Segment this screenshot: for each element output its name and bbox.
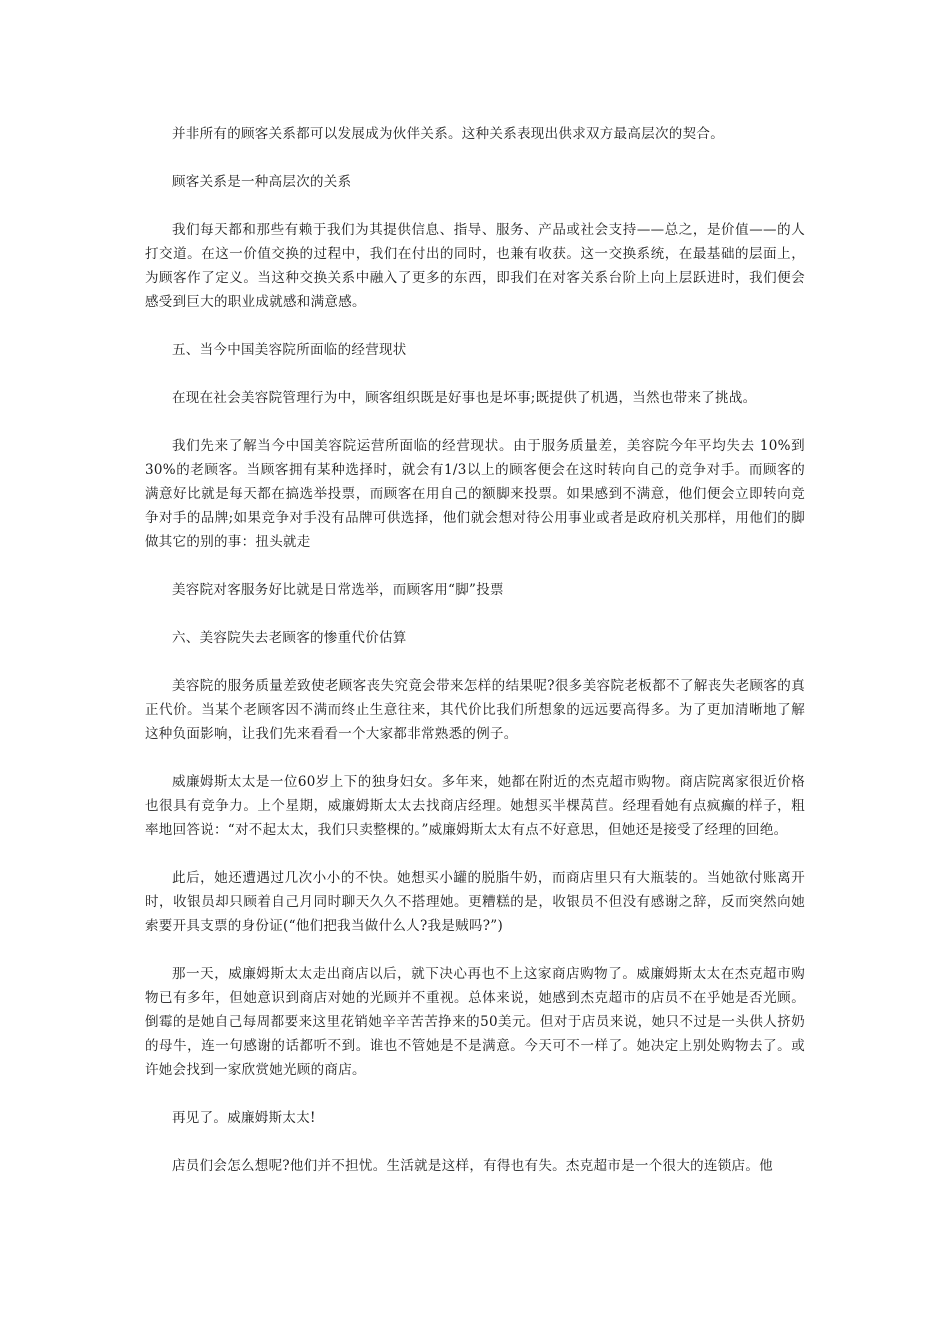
- document-body: [145, 122, 805, 1202]
- paragraph-staff-reaction: 店员们会怎么想呢?他们并不担忧。生活就是这样，有得也有失。杰克超市是一个很大的连锁店。他: [172, 1158, 773, 1174]
- paragraph-decision-to-leave: 那一天，威廉姆斯太太走出商店以后，就下决心再也不上这家商店购物了。威廉姆斯太太在杰克超市购物已有多年，但她意识到商店对她的光顾并不重视。总体来说，她感到杰克超市的店员不在乎她是否光顾。倒霉的是她自己每周都要来这里花销她辛辛苦苦挣来的50美元。但对于店员来说，她只不过是一头供人挤奶的母牛，连一句感谢的话都听不到。谁也不管她是不是满意。今天可不一样了。她决定上别处购物去了。或许她会找到一家欣赏她光顾的商店。: [145, 966, 805, 1078]
- section-heading-five: 五、当今中国美容院所面临的经营现状: [172, 342, 407, 358]
- paragraph-vote-with-feet: 美容院对客服务好比就是日常选举，而顾客用“脚”投票: [172, 582, 504, 598]
- paragraph-unpleasant-experiences: 此后，她还遭遇过几次小小的不快。她想买小罐的脱脂牛奶，而商店里只有大瓶装的。当她欲付账离开时，收银员却只顾着自己月同时聊天久久不搭理她。更糟糕的是，收银员不但没有感谢之辞，反而突然向她索要开具支票的身份证(“他们把我当做什么人?我是贼吗?”): [145, 870, 805, 934]
- section-heading-six: 六、美容院失去老顾客的惨重代价估算: [172, 630, 407, 646]
- paragraph-goodbye: 再见了。威廉姆斯太太!: [172, 1110, 316, 1126]
- paragraph-value-exchange: 我们每天都和那些有赖于我们为其提供信息、指导、服务、产品或社会支持——总之，是价值——的人打交道。在这一价值交换的过程中，我们在付出的同时，也兼有收获。这一交换系统，在最基础的层面上，为顾客作了定义。当这种交换关系中融入了更多的东西，即我们在对客关系台阶上向上层跃进时，我们便会感受到巨大的职业成就感和满意感。: [145, 222, 805, 310]
- paragraph-opportunity-challenge: 在现在社会美容院管理行为中，顾客组织既是好事也是坏事;既提供了机遇，当然也带来了挑战。: [172, 390, 757, 406]
- paragraph-operating-status: 我们先来了解当今中国美容院运营所面临的经营现状。由于服务质量差，美容院今年平均失去 10%到30%的老顾客。当顾客拥有某种选择时，就会有1/3以上的顾客便会在这时转向自己的竞争对手。而顾客的满意好比就是每天都在搞选举投票，而顾客在用自己的额脚来投票。如果感到不满意，他们便会立即转向竞争对手的品牌;如果竞争对手没有品牌可供选择，他们就会想对待公用事业或者是政府机关那样，用他们的脚做其它的别的事：扭头就走: [145, 438, 805, 550]
- paragraph-mrs-williams: 威廉姆斯太太是一位60岁上下的独身妇女。多年来，她都在附近的杰克超市购物。商店院离家很近价格也很具有竞争力。上个星期，威廉姆斯太太去找商店经理。她想买半棵莴苣。经理看她有点疯癫的样子，粗率地回答说：“对不起太太，我们只卖整棵的。”威廉姆斯太太有点不好意思，但她还是接受了经理的回绝。: [145, 774, 805, 838]
- heading-customer-relationship: 顾客关系是一种高层次的关系: [172, 174, 352, 190]
- paragraph-intro: 并非所有的顾客关系都可以发展成为伙伴关系。这种关系表现出供求双方最高层次的契合。: [172, 126, 724, 142]
- paragraph-true-cost: 美容院的服务质量差致使老顾客丧失究竟会带来怎样的结果呢?很多美容院老板都不了解丧失老顾客的真正代价。当某个老顾客因不满而终止生意往来，其代价比我们所想象的远远要高得多。为了更加清晰地了解这种负面影响，让我们先来看看一个大家都非常熟悉的例子。: [145, 678, 805, 742]
